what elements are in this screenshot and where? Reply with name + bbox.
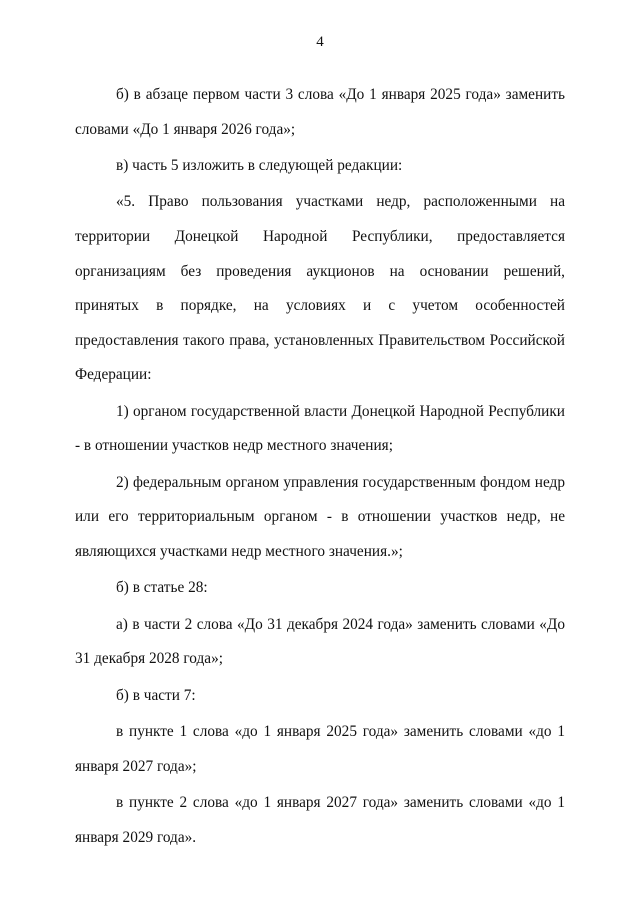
document-body [75, 78, 565, 855]
paragraph-item-1: 1) органом государственной власти Донецкой Народной Республики - в отношении участков недр местного значения; [75, 402, 565, 455]
paragraph-part2-amend: а) в части 2 слова «До 31 декабря 2024 года» заменить словами «До 31 декабря 2028 года»; [75, 615, 565, 668]
paragraph-article-28: б) в статье 28: [116, 579, 208, 597]
paragraph-item-2: 2) федеральным органом управления государственным фондом недр или его территориальным органом - в отношении участков недр, не являющихся участками недр местного значения.»; [75, 473, 565, 560]
paragraph-part5-text: «5. Право пользования участками недр, расположенными на территории Донецкой Народной Республики, предоставляется организациям без проведения аукционов на основании решений, принятых в порядке, на условиях и с учетом особенностей предоставления такого права, установленных Правительством Российской Федерации: [75, 193, 565, 384]
paragraph-point1: в пункте 1 слова «до 1 января 2025 года» заменить словами «до 1 января 2027 года»; [75, 723, 565, 775]
paragraph-part7: б) в части 7: [116, 686, 196, 704]
page-number: 4 [316, 34, 324, 50]
paragraph-amend-part3: б) в абзаце первом части 3 слова «До 1 января 2025 года» заменить словами «До 1 января 2026 года»; [75, 86, 565, 138]
paragraph-part5-intro: в) часть 5 изложить в следующей редакции: [116, 156, 403, 174]
paragraph-point2: в пункте 2 слова «до 1 января 2027 года» заменить словами «до 1 января 2029 года». [75, 794, 565, 846]
